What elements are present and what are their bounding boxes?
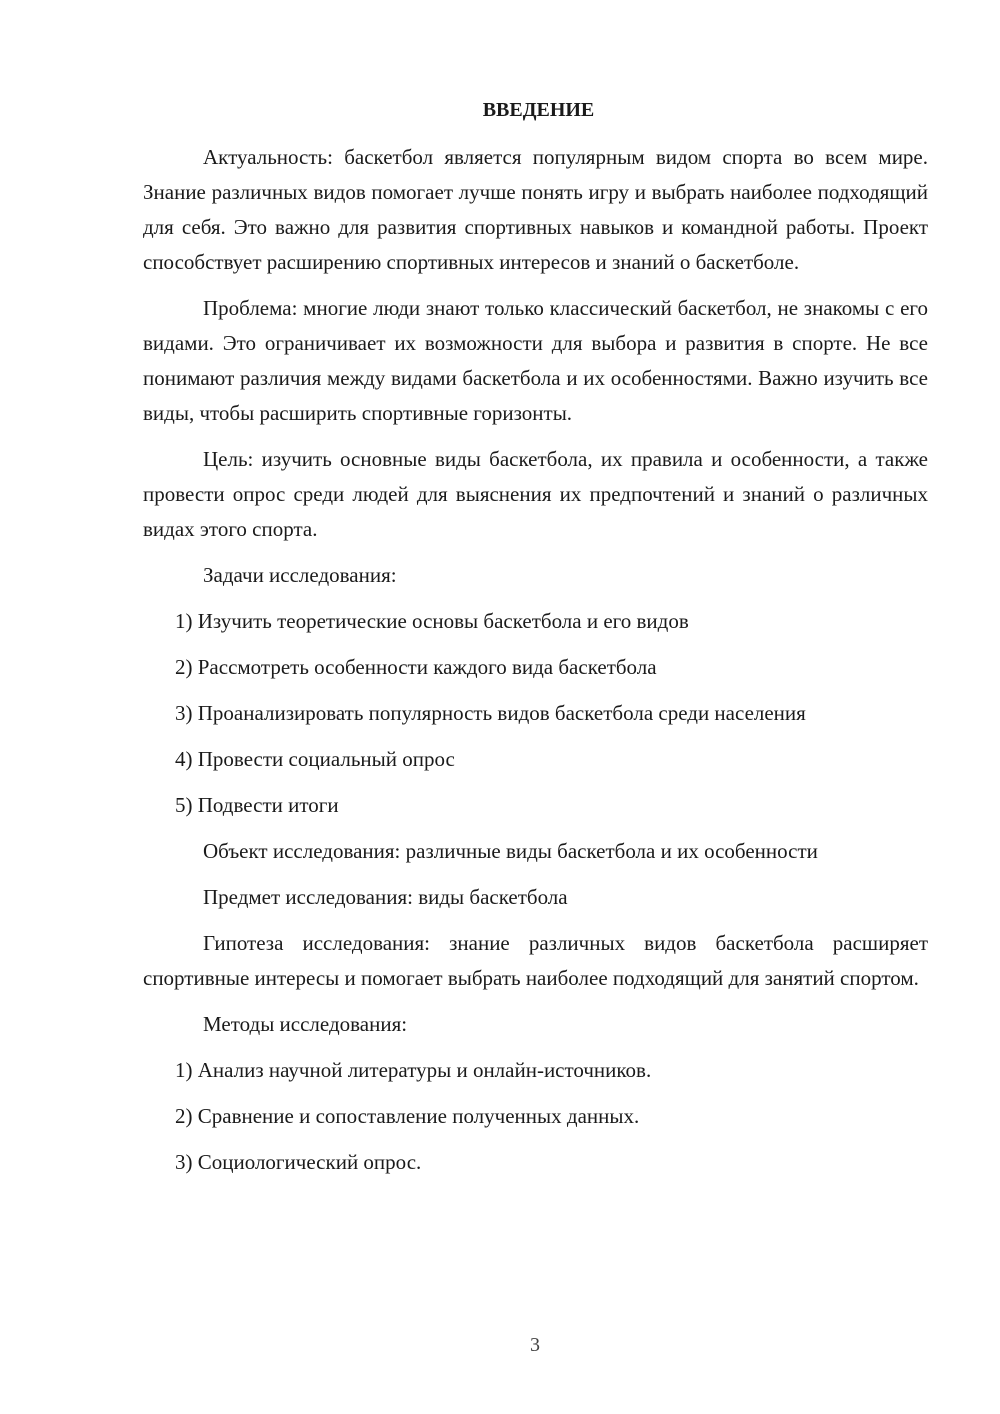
tasks-list: [143, 604, 928, 823]
tasks-heading: Задачи исследования:: [203, 563, 397, 587]
list-item: 3) Проанализировать популярность видов баскетбола среди населения: [175, 701, 806, 725]
list-item: 5) Подвести итоги: [175, 793, 339, 817]
document-page: [143, 95, 928, 1191]
list-item: 1) Анализ научной литературы и онлайн-источников.: [175, 1058, 652, 1082]
methods-heading: Методы исследования:: [203, 1012, 408, 1036]
list-item: 4) Провести социальный опрос: [175, 747, 455, 771]
list-item: 1) Изучить теоретические основы баскетбола и его видов: [175, 609, 689, 633]
section-title: ВВЕДЕНИЕ: [482, 99, 595, 121]
list-item: 2) Рассмотреть особенности каждого вида баскетбола: [175, 655, 657, 679]
hypothesis-paragraph: Гипотеза исследования: знание различных видов баскетбола расширяет спортивные интересы и помогает выбрать наиболее подходящий для занятий спортом.: [143, 931, 928, 990]
subject-paragraph: Предмет исследования: виды баскетбола: [203, 885, 568, 909]
list-item: 2) Сравнение и сопоставление полученных данных.: [175, 1104, 640, 1128]
methods-list: [143, 1053, 928, 1180]
object-paragraph: Объект исследования: различные виды баскетбола и их особенности: [203, 839, 818, 863]
problem-paragraph: Проблема: многие люди знают только классический баскетбол, не знакомы с его видами. Это ограничивает их возможности для выбора и развития в спорте. Не все понимают различия между видами баскетбола и их особенностями. Важно изучить все виды, чтобы расширить спортивные горизонты.: [143, 296, 928, 425]
list-item: 3) Социологический опрос.: [175, 1150, 422, 1174]
goal-paragraph: Цель: изучить основные виды баскетбола, их правила и особенности, а также провести опрос среди людей для выяснения их предпочтений и знаний о различных видах этого спорта.: [143, 447, 928, 541]
relevance-paragraph: Актуальность: баскетбол является популярным видом спорта во всем мире. Знание различных видов помогает лучше понять игру и выбрать наиболее подходящий для себя. Это важно для развития спортивных навыков и командной работы. Проект способствует расширению спортивных интересов и знаний о баскетболе.: [143, 145, 928, 274]
page-number: 3: [530, 1334, 540, 1356]
